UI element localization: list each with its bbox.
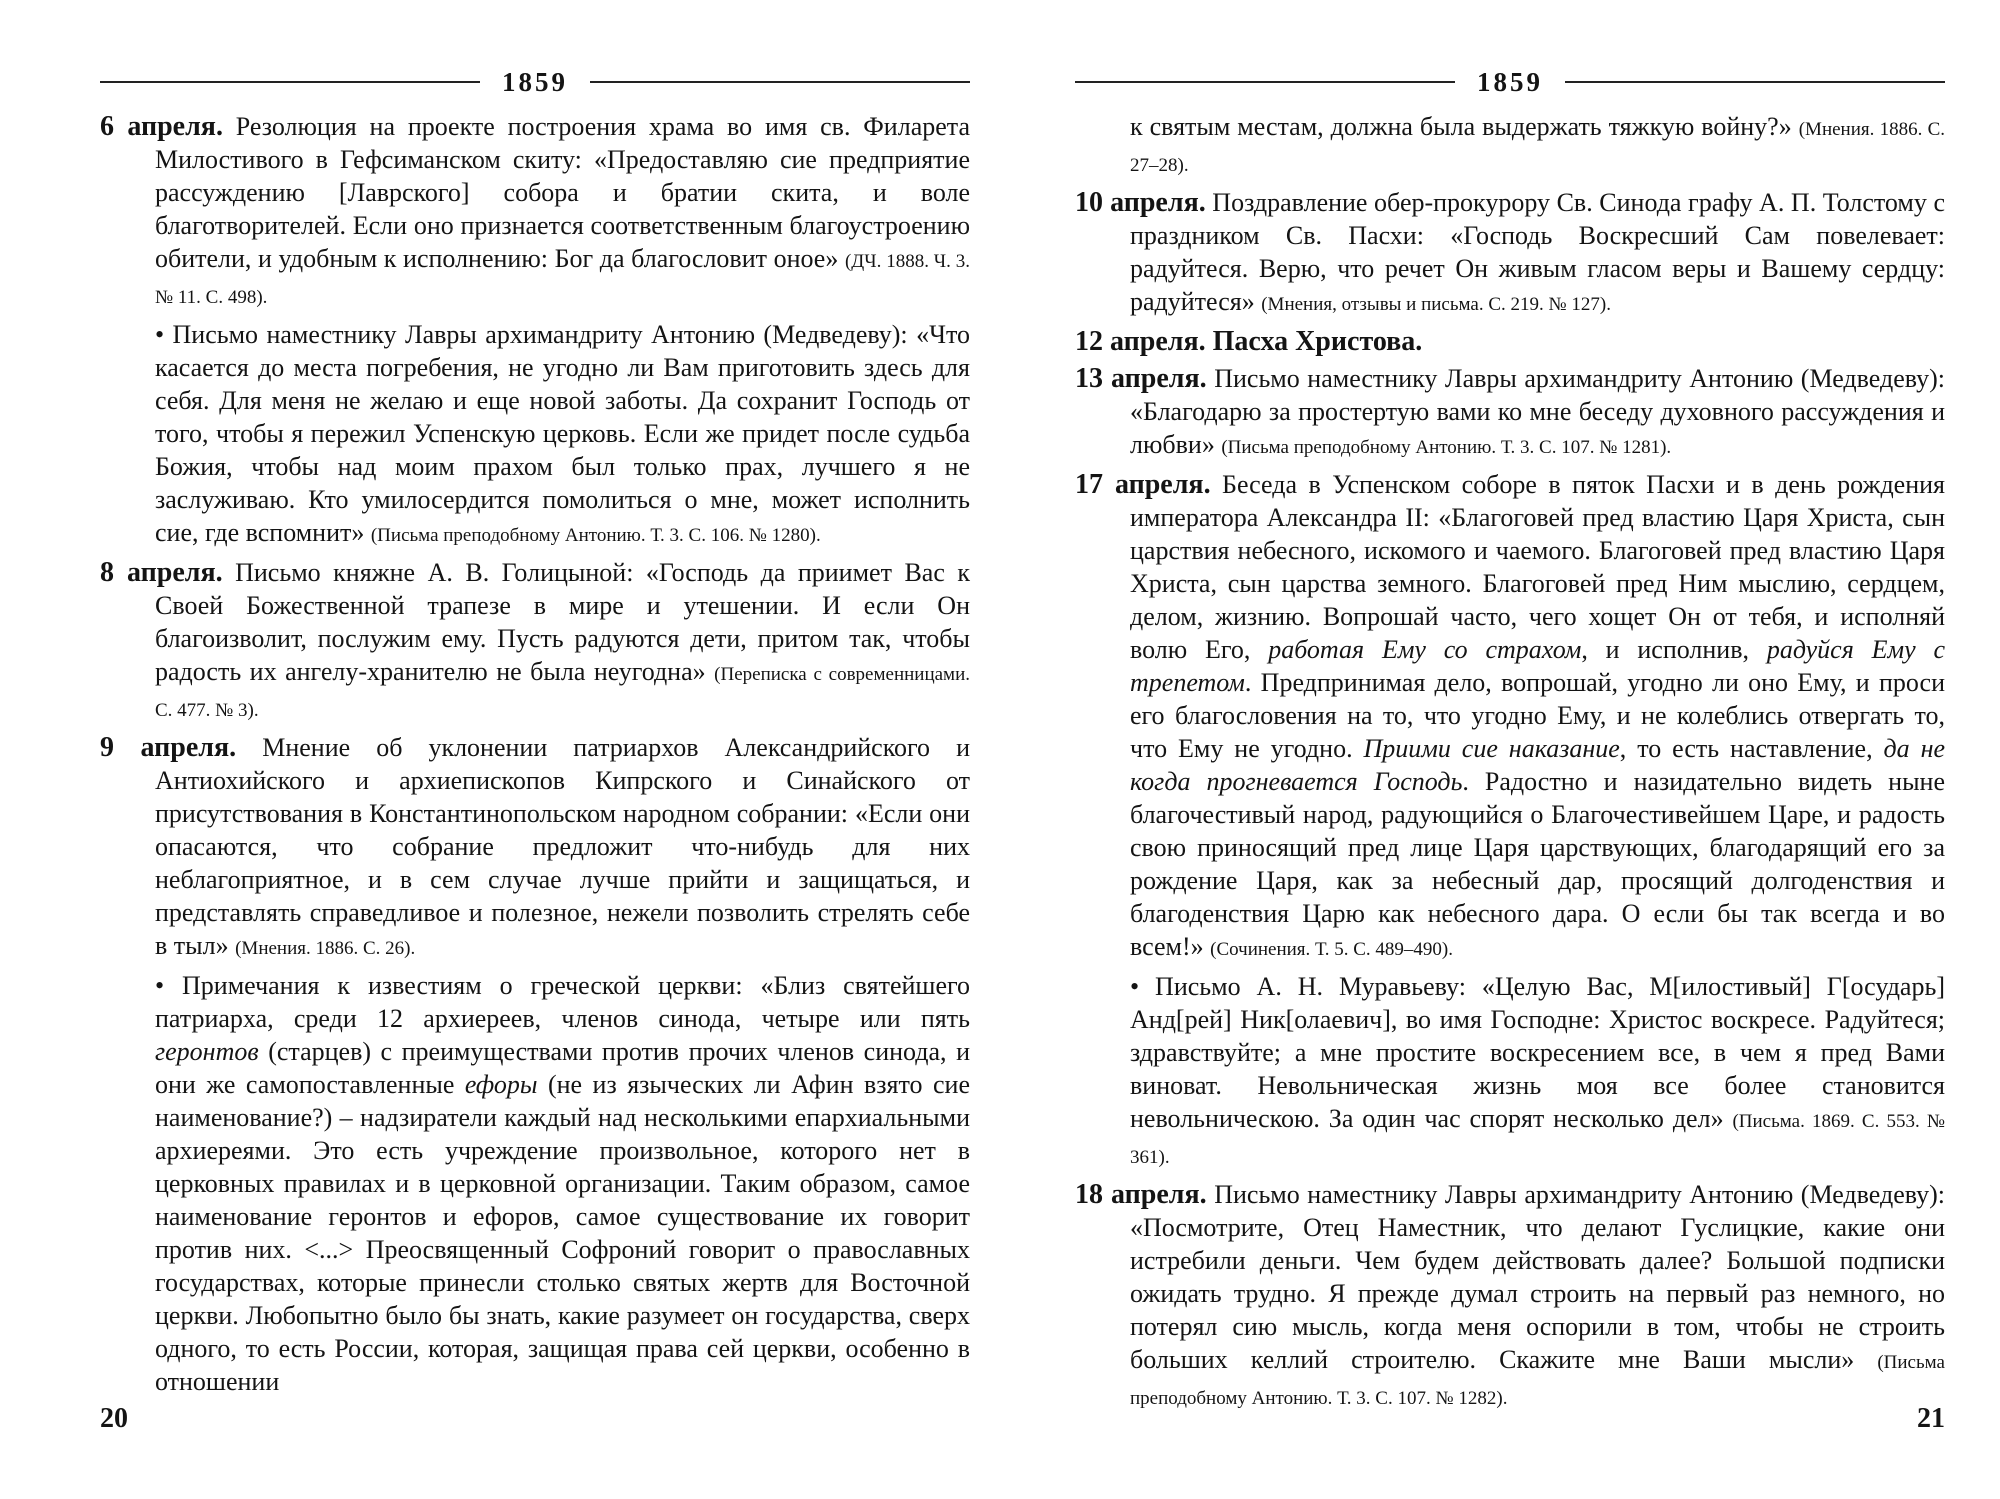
- entry-date: 8 апреля.: [100, 557, 223, 588]
- entry-text: , то есть наставление,: [1619, 734, 1884, 763]
- left-running-head-year: 1859: [502, 66, 568, 97]
- entry-italic: Приими сие наказание: [1363, 734, 1620, 763]
- entry-date: 17 апреля.: [1075, 469, 1211, 500]
- entry-italic: геронтов: [155, 1037, 259, 1066]
- entry-continuation: [1075, 110, 1945, 182]
- entry-6-april: [100, 110, 970, 314]
- entry-reference: (Письма преподобному Антонию. Т. 3. С. 107. № 1282).: [1130, 1352, 1945, 1409]
- entry-text: (старцев) с преимуществами против прочих членов синода, и они же самопоставленные: [155, 1037, 970, 1099]
- left-head-rule-right: [590, 81, 970, 83]
- entry-9-april-bullet: [100, 969, 970, 1398]
- entry-italic: ефоры: [464, 1070, 538, 1099]
- entry-10-april: [1075, 186, 1945, 321]
- entry-reference: (Мнения. 1886. С. 26).: [235, 938, 416, 959]
- entry-date: 6 апреля.: [100, 111, 223, 142]
- entry-date: 18 апреля.: [1075, 1179, 1207, 1210]
- entry-17-april: [1075, 468, 1945, 966]
- entry-date: 12 апреля. Пасха Христова.: [1075, 326, 1423, 357]
- right-head-rule-left: [1075, 81, 1455, 83]
- entry-text: Письмо наместнику Лавры архимандриту Антонию (Медведеву): «Благодарю за простертую вами ко мне беседу духовного рассуждения и любви»: [1130, 364, 1946, 459]
- entry-italic: работая Ему со страхом: [1268, 635, 1582, 664]
- right-page-body: [1075, 110, 1945, 1419]
- entry-13-april: [1075, 362, 1945, 464]
- entry-reference: (Письма преподобному Антонию. Т. 3. С. 107. № 1281).: [1221, 437, 1672, 458]
- entry-17-april-bullet: [1075, 970, 1945, 1174]
- right-running-head: [1075, 62, 1945, 102]
- right-head-rule-right: [1565, 81, 1945, 83]
- entry-reference: (Письма. 1869. С. 553. № 361).: [1130, 1111, 1945, 1168]
- entry-text: • Письмо наместнику Лавры архимандриту Антонию (Медведеву): «Что касается до места погребения, не угодно ли Вам приготовить здесь для себя. Для меня не желаю и еще новой заботы. Да сохранит Господь от того, чтобы я пережил Успенскую церковь. Если же придет после судьба Божия, чтобы над моим прахом был только прах, лучшего я не заслуживаю. Кто умилосердится помолиться о мне, может исполнить сие, где вспомнит»: [155, 320, 970, 547]
- entry-date: 10 апреля.: [1075, 187, 1206, 218]
- entry-12-april: [1075, 325, 1945, 358]
- entry-text: Письмо наместнику Лавры архимандриту Антонию (Медведеву): «Посмотрите, Отец Наместник, что делают Гуслицкие, какие они истребили деньги. Чем будем действовать далее? Большой подписки ожидать трудно. Я прежде думал строить на первый раз немного, но потерял сию мысль, когда меня оспорили в том, чтобы не строить больших келлий строителю. Скажите мне Ваши мысли»: [1130, 1180, 1946, 1374]
- entry-reference: (Мнения, отзывы и письма. С. 219. № 127).: [1261, 294, 1611, 315]
- entry-reference: (Письма преподобному Антонию. Т. 3. С. 106. № 1280).: [370, 525, 821, 546]
- right-page-number: 21: [1917, 1403, 1945, 1434]
- entry-text: . Предпринимая дело, вопрошай, угодно ли оно Ему, и проси его благословения на то, что угодно Ему, и не колеблись отвергать то, что Ему не угодно.: [1130, 668, 1945, 763]
- entry-date: 13 апреля.: [1075, 363, 1207, 394]
- entry-text: Беседа в Успенском соборе в пяток Пасхи и в день рождения императора Александра II: «Благоговей пред властию Царя Христа, сын царствия небесного, искомого и чаемого. Благоговей пред властию Царя Христа, сын царства земного. Благоговей пред Ним мыслию, сердцем, делом, жизнию. Вопрошай часто, чего хощет Он от тебя, и исполняй волю Его,: [1130, 470, 1946, 664]
- entry-text: (не из языческих ли Афин взято сие наименование?) – надзиратели каждый над несколькими епархиальными архиереями. Это есть учреждение произвольное, которого нет в церковных правилах и в церковной организации. Таким образом, самое наименование геронтов и ефоров, самое существование их говорит против них. <...> Преосвященный Софроний говорит о православных государствах, которые принесли столько святых жертв для Восточной церкви. Любопытно было бы знать, какие разумеет он государства, сверх одного, то есть России, которая, защищая права сей церкви, особенно в отношении: [155, 1070, 970, 1396]
- left-page-body: [100, 110, 970, 1402]
- entry-text: Мнение об уклонении патриархов Александрийского и Антиохийского и архиепископов Кипрского и Синайского от присутствования в Константинопольском народном собрании: «Если они опасаются, что собрание предложит что-нибудь для них неблагоприятное, и в сем случае лучше прийти и защищаться, и представлять справедливое и полезное, нежели позволить стрелять себе в тыл»: [155, 733, 970, 960]
- entry-text: • Примечания к известиям о греческой церкви: «Близ святейшего патриарха, среди 12 архиереев, членов синода, четыре или пять: [155, 971, 970, 1033]
- entry-italic: да не когда прогневается Господь: [1130, 734, 1946, 796]
- entry-text: . Радостно и назидательно видеть ныне благочестивый народ, радующийся о Благочестивейшем Царе, и радость свою приносящий пред лице Царя царствующих, благодарящий его за рождение Царя, как за небесный дар, просящий долгоденствия и благоденствия Царю как небесного дара. О если бы так всегда и во всем!»: [1130, 767, 1945, 961]
- entry-6-april-bullet: [100, 318, 970, 552]
- entry-text: Поздравление обер-прокурору Св. Синода графу А. П. Толстому с праздником Св. Пасхи: «Господь Воскресший Сам повелевает: радуйтеся. Верю, что речет Он живым гласом веры и Вашему сердцу: радуйтеся»: [1130, 188, 1945, 316]
- entry-italic: радуйся Ему с трепетом: [1130, 635, 1945, 697]
- entry-text: Письмо княжне А. В. Голицыной: «Господь да приимет Вас к Своей Божественной трапезе в мире и утешении. И если Он благоизволит, послужим ему. Пусть радуются дети, притом так, чтобы радость их ангелу-хранителю не была неугодна»: [155, 558, 970, 686]
- entry-text: к святым местам, должна была выдержать тяжкую войну?»: [1130, 112, 1799, 141]
- entry-date: 9 апреля.: [100, 732, 237, 763]
- entry-8-april: [100, 556, 970, 727]
- left-page: [100, 0, 970, 1499]
- left-running-head: [100, 62, 970, 102]
- right-page: [1075, 0, 1945, 1499]
- right-running-head-year: 1859: [1477, 66, 1543, 97]
- entry-18-april: [1075, 1178, 1945, 1415]
- entry-text: • Письмо А. Н. Муравьеву: «Целую Вас, М[илостивый] Г[осударь] Анд[рей] Ник[олаевич], во имя Господне: Христос воскресе. Радуйтеся; здравствуйте; а мне простите воскресением все, в чем я пред Вами виноват. Невольническая жизнь моя все более становится невольническою. За один час спорят несколько дел»: [1130, 972, 1945, 1133]
- left-page-number: 20: [100, 1403, 128, 1434]
- entry-reference: (Сочинения. Т. 5. С. 489–490).: [1210, 939, 1454, 960]
- entry-reference: (Переписка с современницами. С. 477. № 3).: [155, 664, 970, 721]
- entry-text: Резолюция на проекте построения храма во имя св. Филарета Милостивого в Гефсиманском скиту: «Предоставляю сие предприятие рассуждению [Лаврского] собора и братии скита, и воле благотворителей. Если оно признается соответственным благоустроению обители, и удобным к исполнению: Бог да благословит оное»: [155, 112, 970, 273]
- entry-text: , и исполнив,: [1581, 635, 1767, 664]
- left-head-rule-left: [100, 81, 480, 83]
- entry-reference: (Мнения. 1886. С. 27–28).: [1130, 119, 1946, 176]
- entry-9-april: [100, 731, 970, 965]
- entry-reference: (ДЧ. 1888. Ч. 3. № 11. С. 498).: [155, 251, 970, 308]
